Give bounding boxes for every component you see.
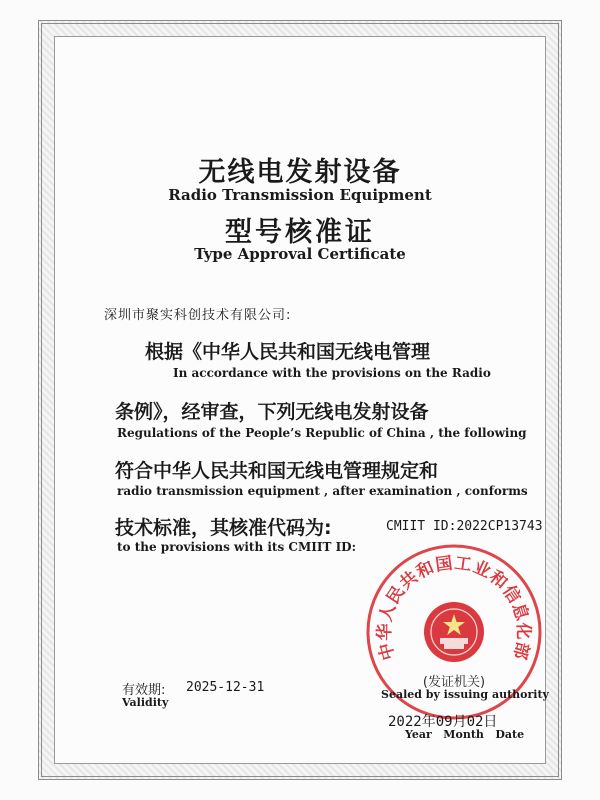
subtitle-chinese: 型号核准证 xyxy=(225,217,375,248)
title-english: Radio Transmission Equipment xyxy=(168,186,432,204)
cmiit-id: CMIIT ID:2022CP13743 xyxy=(386,519,543,534)
title-chinese: 无线电发射设备 xyxy=(198,157,402,188)
body-line-4-en: to the provisions with its CMIIT ID: xyxy=(117,540,357,554)
year-month-date-label: Year Month Date xyxy=(405,728,525,741)
seal-ring-text: 中华人民共和国工业和信息化部 xyxy=(374,553,534,663)
body-line-4-zh: 技术标准，其核准代码为: xyxy=(115,517,332,539)
body-line-2-zh: 条例》，经审查，下列无线电发射设备 xyxy=(115,401,429,423)
seal-center-text: (发证机关) xyxy=(422,675,486,690)
national-emblem-icon xyxy=(424,602,484,662)
subtitle-english: Type Approval Certificate xyxy=(194,245,406,263)
body-line-3-zh: 符合中华人民共和国无线电管理规定和 xyxy=(115,460,439,482)
validity-date: 2025-12-31 xyxy=(186,680,265,695)
body-line-2-en: Regulations of the People’s Republic of China , the following xyxy=(117,426,527,440)
body-line-1-zh: 根据《中华人民共和国无线电管理 xyxy=(145,341,431,363)
applicant-name: 深圳市聚实科创技术有限公司: xyxy=(104,308,292,323)
body-line-1-en: In accordance with the provisions on the Radio xyxy=(173,366,491,380)
body-line-3-en: radio transmission equipment , after examination , conforms xyxy=(117,484,528,498)
validity-label-zh: 有效期: xyxy=(122,683,166,698)
sealed-by-label: Sealed by issuing authority xyxy=(381,688,549,701)
issue-date: 2022年09月02日 xyxy=(388,714,498,730)
validity-label-en: Validity xyxy=(122,696,169,709)
